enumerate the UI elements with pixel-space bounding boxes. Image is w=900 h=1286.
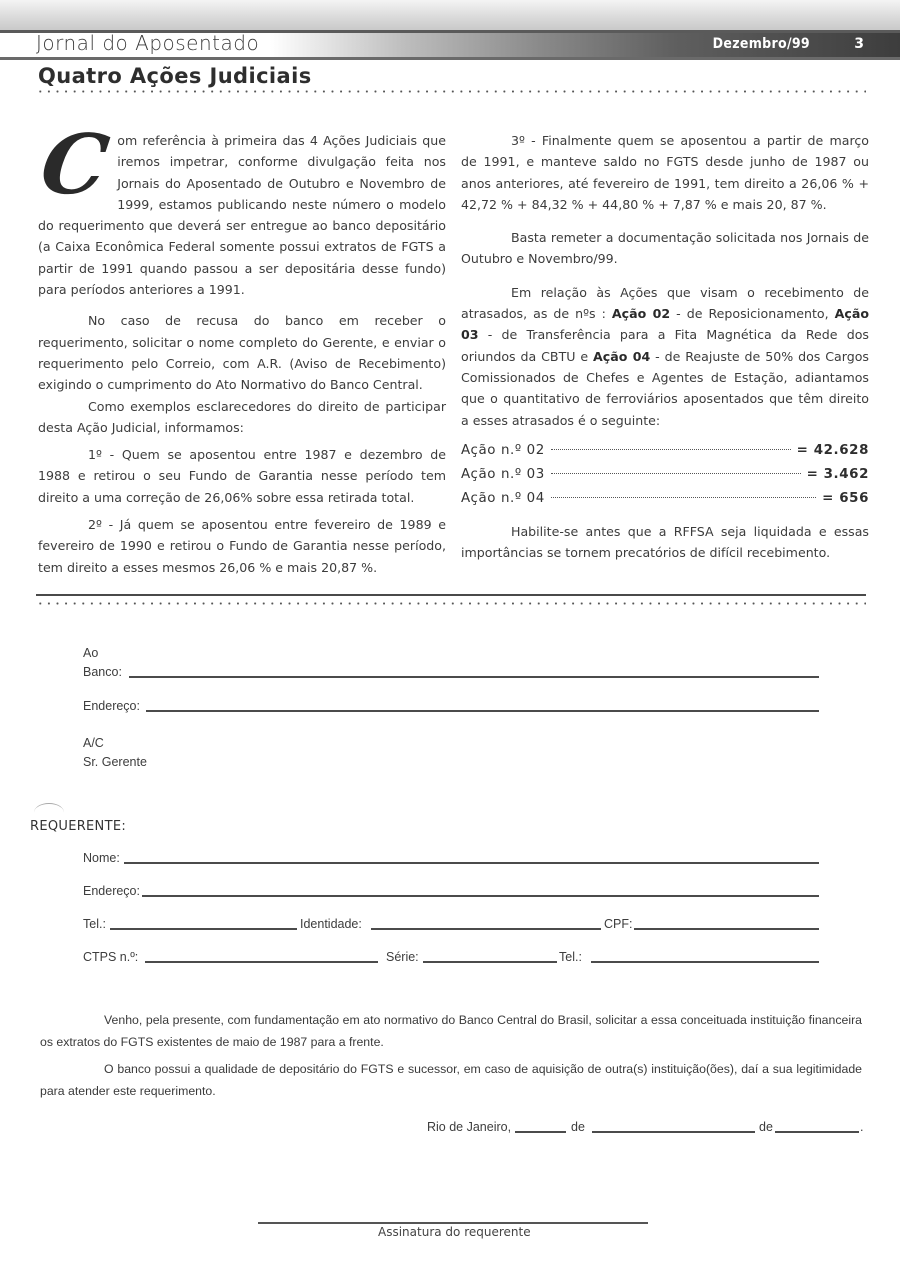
acao-04-label: Ação 04 xyxy=(593,348,651,364)
drop-cap: C xyxy=(35,117,115,213)
count-label: Ação n.º 02 xyxy=(461,442,545,458)
acao-02-label: Ação 02 xyxy=(611,306,671,322)
leader-dots xyxy=(551,449,791,450)
intro-paragraph xyxy=(35,117,446,300)
name-label: Nome: xyxy=(83,851,120,865)
count-value: = 656 xyxy=(822,490,869,506)
requester-address-field[interactable] xyxy=(142,895,819,897)
count-label: Ação n.º 04 xyxy=(461,490,545,506)
count-value: = 42.628 xyxy=(796,442,869,458)
id-field[interactable] xyxy=(371,928,601,930)
requester-address-label: Endereço: xyxy=(83,884,140,898)
count-row xyxy=(461,439,869,463)
form-separator-line xyxy=(36,594,866,596)
form-separator-dots xyxy=(36,602,866,605)
requester-section-label: REQUERENTE: xyxy=(30,819,127,834)
year-field[interactable] xyxy=(775,1131,859,1133)
ctps-label: CTPS n.º: xyxy=(83,950,139,964)
bank-label: Banco: xyxy=(83,665,122,679)
date-de-1: de xyxy=(571,1120,585,1134)
examples-paragraph: Como exemplos esclarecedores do direito de participar desta Ação Judicial, informamos: xyxy=(38,398,446,435)
phone-field[interactable] xyxy=(110,928,297,930)
series-field[interactable] xyxy=(423,961,557,963)
leader-dots xyxy=(551,497,816,498)
manager-label: Sr. Gerente xyxy=(83,755,147,769)
docs-paragraph: Basta remeter a documentação solicitada nos Jornais de Outubro e Novembro/99. xyxy=(461,230,869,267)
to-label: Ao xyxy=(83,646,99,660)
day-field[interactable] xyxy=(515,1131,566,1133)
bank-address-field[interactable] xyxy=(146,710,819,712)
name-field[interactable] xyxy=(124,862,819,864)
count-value: = 3.462 xyxy=(806,466,869,482)
relation-paragraph: Em relação às Ações que visam o recebimento de atrasados, as de nºs : Ação 02 - de Reposicionamento, Ação 03 - de Transferência para a Fita Magnética da Rede dos oriundos da CBTU e Ação 04 - de Reajuste de 50% dos Cargos Comissionados de Chefes e Agentes de Estação, adiantamos que o quantitativo de ferroviários aposentados que têm direito a esses atrasados é o seguinte: xyxy=(461,284,869,428)
id-label: Identidade: xyxy=(300,917,362,931)
refusal-paragraph: No caso de recusa do banco em receber o requerimento, solicitar o nome completo do Gerente, e enviar o requerimento pelo Correio, com A.R. (Aviso de Recebimento) exigindo o cumprimento do Ato Normativo do Banco Central. xyxy=(38,313,446,393)
date-period: . xyxy=(860,1120,864,1134)
phone2-label: Tel.: xyxy=(559,950,582,964)
attn-label: A/C xyxy=(83,736,104,750)
date-de-2: de xyxy=(759,1120,773,1134)
count-label: Ação n.º 03 xyxy=(461,466,545,482)
intro-text: om referência à primeira das 4 Ações Judiciais que iremos impetrar, conforme divulgação feita nos Jornais do Aposentado de Outubro e Novembro de 1999, estamos publicando neste número o modelo do requerimento que deverá ser entregue ao banco depositário (a Caixa Econômica Federal somente possui extratos de FGTS a partir de 1991 quando passou a ser depositária desse fundo) para períodos anteriores a 1991. xyxy=(38,133,446,298)
count-row xyxy=(461,487,869,511)
cpf-field[interactable] xyxy=(634,928,819,930)
example-item-1: 1º - Quem se aposentou entre 1987 e dezembro de 1988 e retirou o seu Fundo de Garantia nesse período tem direito a uma correção de 26,06% sobre essa retirada total. xyxy=(38,447,446,505)
issue-date: Dezembro/99 xyxy=(712,36,810,52)
cpf-label: CPF: xyxy=(604,917,633,931)
phone-label: Tel.: xyxy=(83,917,106,931)
masthead xyxy=(0,30,900,60)
city-label: Rio de Janeiro, xyxy=(427,1120,512,1134)
publication-title: Jornal do Aposentado xyxy=(36,31,260,55)
request-body-paragraph-1: Venho, pela presente, com fundamentação em ato normativo do Banco Central do Brasil, solicitar a essa conceituada instituição financeira os extratos do FGTS existentes de maio de 1987 para a frente. xyxy=(40,1013,862,1049)
phone2-field[interactable] xyxy=(591,961,819,963)
article-title: Quatro Ações Judiciais xyxy=(38,64,312,88)
acao-03-label: Ação 03 xyxy=(461,306,869,343)
page-number: 3 xyxy=(854,36,864,52)
example-item-3: 3º - Finalmente quem se aposentou a partir de março de 1991, e manteve saldo no FGTS desde junho de 1987 ou anos anteriores, até fevereiro de 1991, tem direito a 26,06 % + 42,72 % + 84,32 % + 44,80 % + 7,87 % e mais 20, 87 %. xyxy=(461,133,869,212)
ctps-field[interactable] xyxy=(145,961,378,963)
title-dotted-rule xyxy=(36,90,866,93)
series-label: Série: xyxy=(386,950,419,964)
signature-caption: Assinatura do requerente xyxy=(378,1225,531,1239)
leader-dots xyxy=(551,473,801,474)
request-body-paragraph-2: O banco possui a qualidade de depositário do FGTS e sucessor, em caso de aquisição de outra(s) instituição(ões), daí a sua legitimidade para atender este requerimento. xyxy=(40,1062,862,1098)
count-row xyxy=(461,463,869,487)
signature-field[interactable] xyxy=(258,1222,648,1224)
closing-paragraph: Habilite-se antes que a RFFSA seja liquidada e essas importâncias se tornem precatórios de difícil recebimento. xyxy=(461,523,869,561)
counts-list xyxy=(461,439,869,511)
example-item-2: 2º - Já quem se aposentou entre fevereiro de 1989 e fevereiro de 1990 e retirou o Fundo de Garantia nesse período, tem direito a esses mesmos 26,06 % e mais 20,87 %. xyxy=(38,517,446,575)
bank-address-label: Endereço: xyxy=(83,699,140,713)
month-field[interactable] xyxy=(592,1131,755,1133)
masthead-top-band xyxy=(0,0,900,30)
article-left-column xyxy=(35,117,446,578)
bank-field[interactable] xyxy=(129,676,819,678)
article-right-column xyxy=(461,130,869,563)
